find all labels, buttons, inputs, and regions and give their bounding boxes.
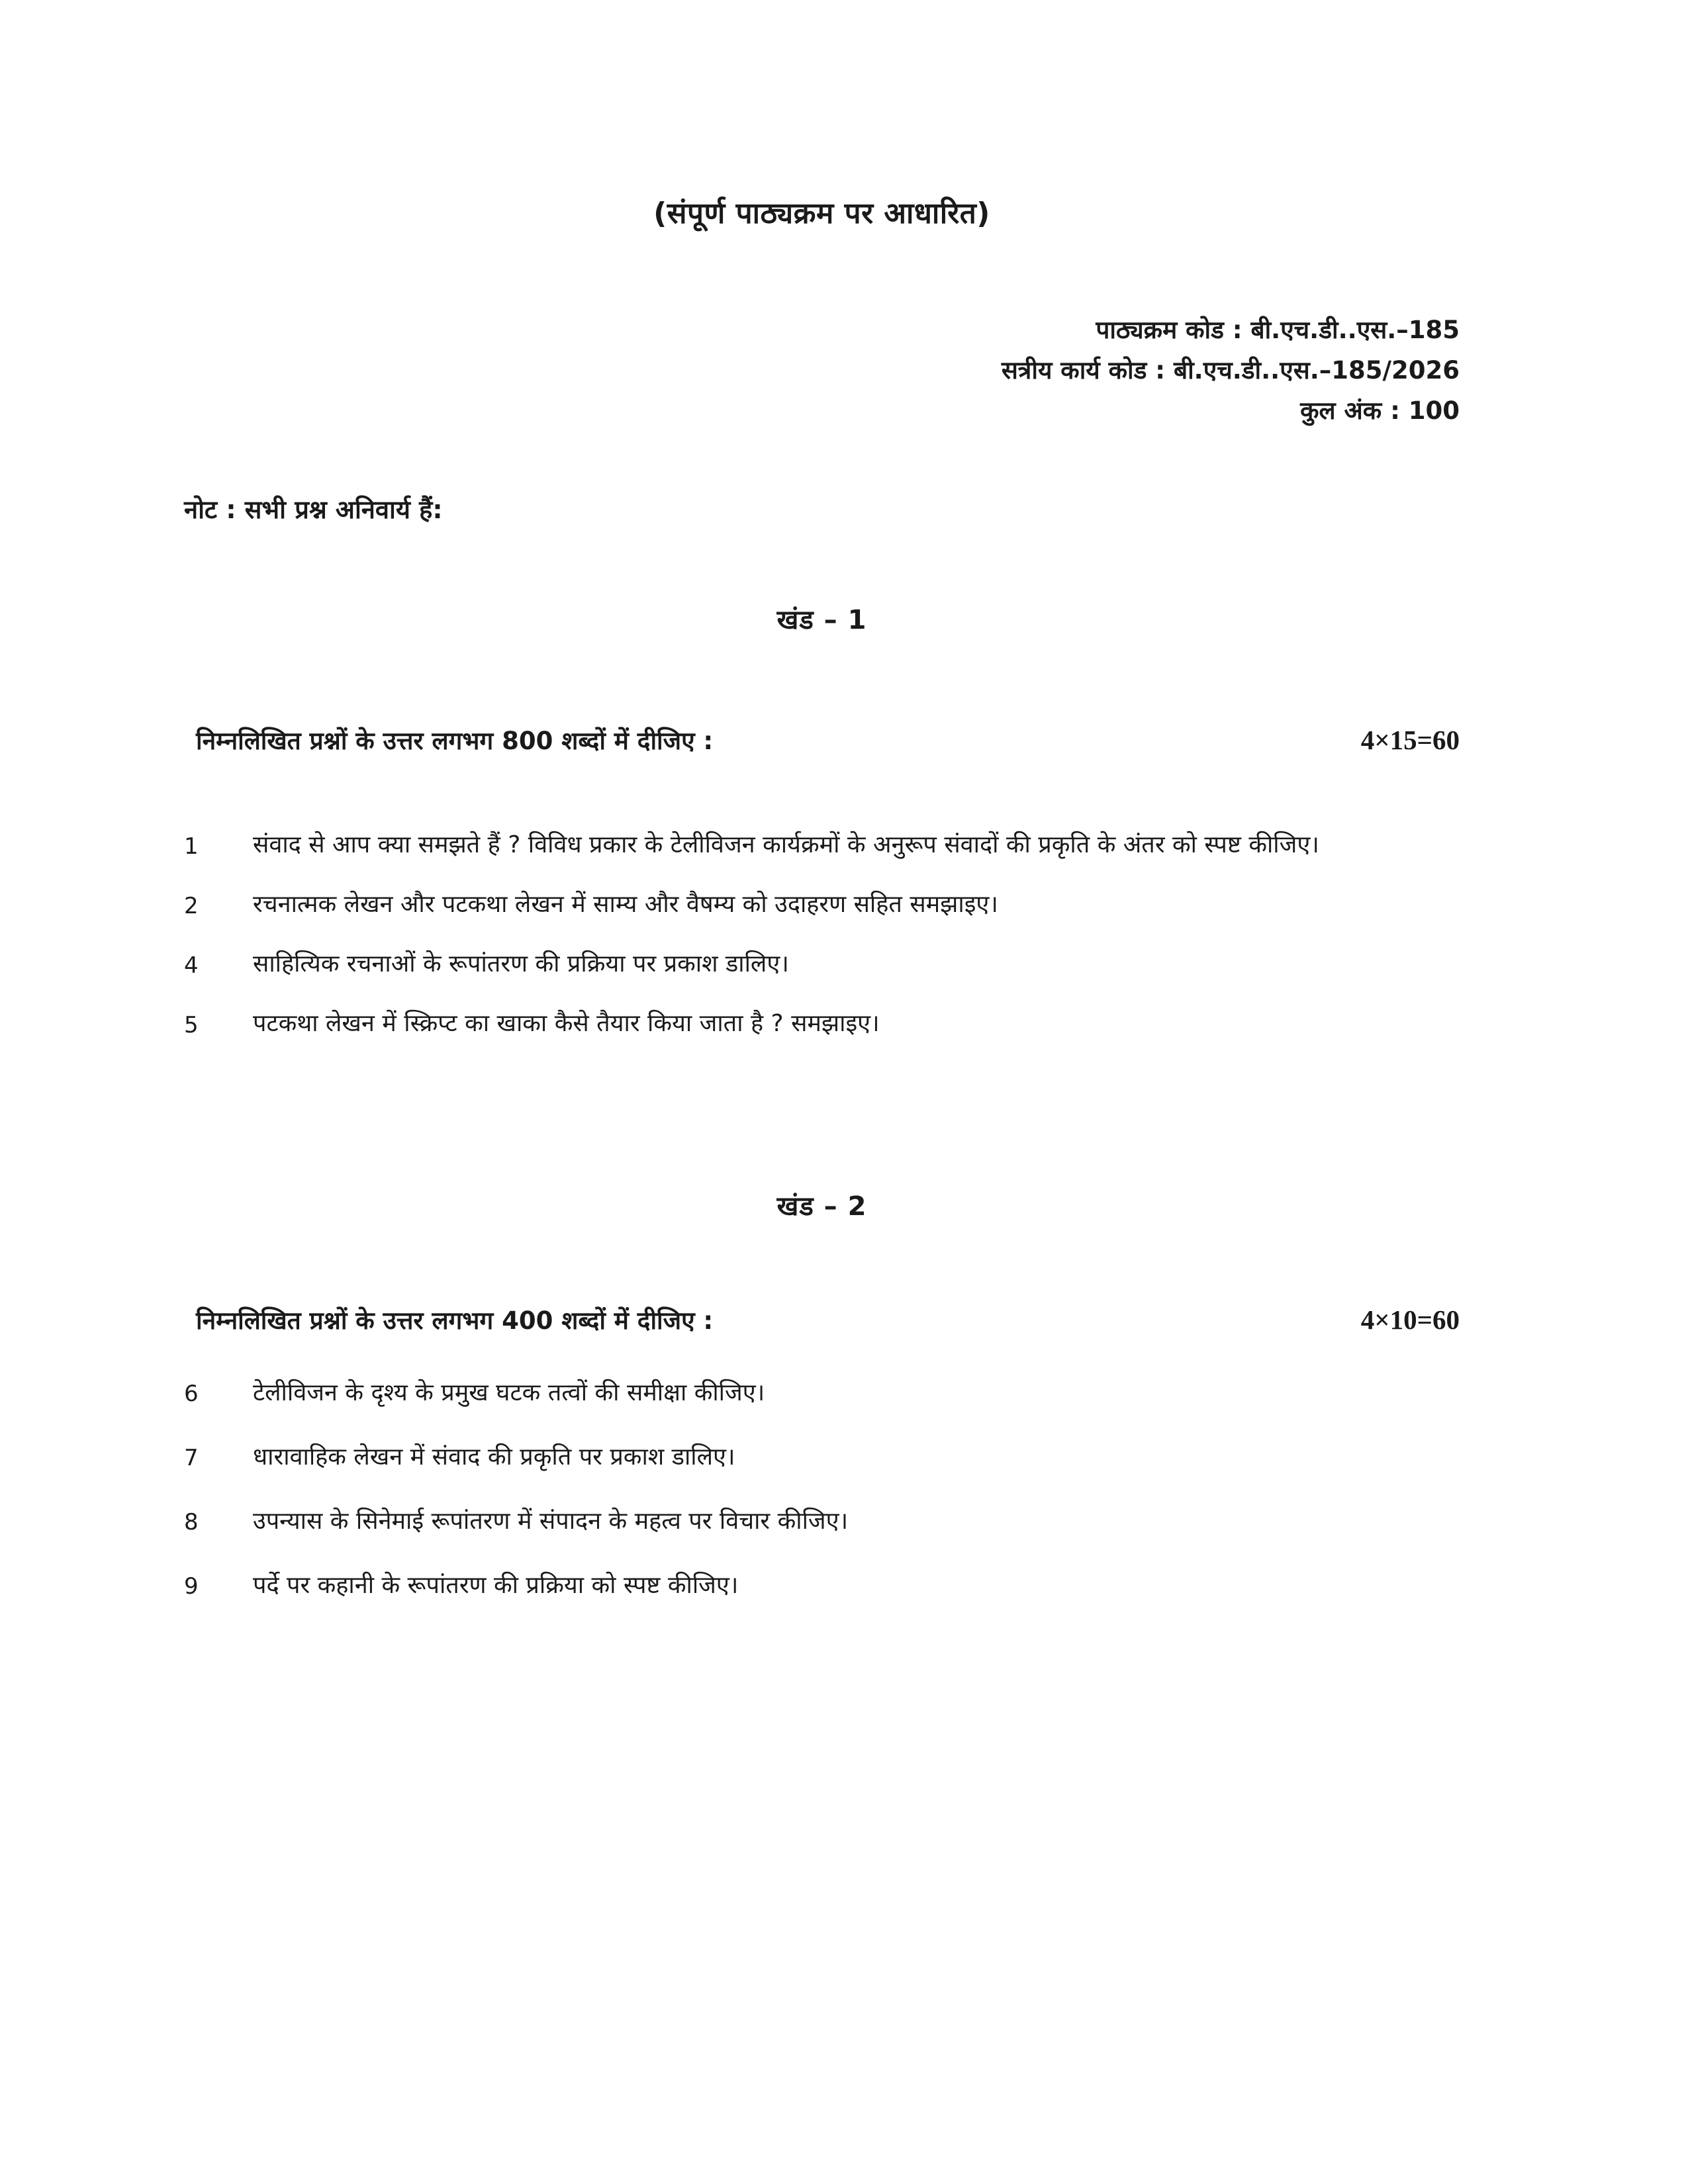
section-1-heading: खंड – 1 bbox=[776, 605, 867, 635]
question-number: 1 bbox=[184, 833, 199, 860]
question-text: रचनात्मक लेखन और पटकथा लेखन में साम्य और वैषम्य को उदाहरण सहित समझाइए। bbox=[253, 891, 998, 918]
question-text: उपन्यास के सिनेमाई रूपांतरण में संपादन के महत्व पर विचार कीजिए। bbox=[253, 1508, 849, 1535]
section-2-heading: खंड – 2 bbox=[776, 1191, 867, 1222]
note-line: नोट : सभी प्रश्न अनिवार्य हैं: bbox=[184, 495, 443, 524]
section-2 bbox=[184, 1187, 1460, 1618]
section-2-question-list bbox=[184, 1361, 1460, 1618]
question-row bbox=[184, 1554, 1460, 1618]
question-row bbox=[184, 816, 1460, 876]
question-row bbox=[184, 1361, 1460, 1426]
question-row bbox=[184, 1490, 1460, 1554]
question-text: धारावाहिक लेखन में संवाद की प्रकृति पर प्रकाश डालिए। bbox=[253, 1443, 735, 1471]
question-number: 4 bbox=[184, 952, 199, 979]
question-row bbox=[184, 935, 1460, 995]
section-2-instruction: निम्नलिखित प्रश्नों के उत्तर लगभग 400 शब्दों में दीजिए : bbox=[196, 1306, 714, 1335]
section-2-instruction-row bbox=[184, 1302, 1460, 1336]
total-marks-line: कुल अंक : 100 bbox=[1300, 396, 1460, 425]
section-1 bbox=[184, 600, 1460, 1054]
question-row bbox=[184, 876, 1460, 935]
section-1-instruction: निम्नलिखित प्रश्नों के उत्तर लगभग 800 शब्दों में दीजिए : bbox=[196, 727, 714, 755]
question-text: संवाद से आप क्या समझते हैं ? विविध प्रकार के टेलीविजन कार्यक्रमों के अनुरूप संवादों की प्रकृति के अंतर को स्पष्ट कीजिए। bbox=[253, 831, 1319, 858]
question-text: पटकथा लेखन में स्क्रिप्ट का खाका कैसे तैयार किया जाता है ? समझाइए। bbox=[253, 1010, 880, 1037]
question-row bbox=[184, 1426, 1460, 1490]
header-codes-block bbox=[184, 310, 1460, 431]
section-2-marks: 4×10=60 bbox=[1360, 1304, 1460, 1335]
question-number: 9 bbox=[184, 1573, 199, 1600]
question-text: टेलीविजन के दृश्य के प्रमुख घटक तत्वों की समीक्षा कीजिए। bbox=[253, 1379, 765, 1406]
question-text: साहित्यिक रचनाओं के रूपांतरण की प्रक्रिया पर प्रकाश डालिए। bbox=[253, 950, 789, 978]
section-1-instruction-row bbox=[184, 723, 1460, 756]
question-number: 2 bbox=[184, 893, 199, 919]
section-1-question-list bbox=[184, 816, 1460, 1054]
question-row bbox=[184, 995, 1460, 1054]
question-number: 6 bbox=[184, 1381, 199, 1407]
course-code-line: पाठ्यक्रम कोड : बी.एच.डी..एस.–185 bbox=[1096, 316, 1460, 344]
assignment-code-line: सत्रीय कार्य कोड : बी.एच.डी..एस.–185/2026 bbox=[1001, 356, 1460, 385]
question-text: पर्दे पर कहानी के रूपांतरण की प्रक्रिया को स्पष्ट कीजिए। bbox=[253, 1572, 739, 1599]
question-number: 5 bbox=[184, 1012, 199, 1038]
question-number: 8 bbox=[184, 1509, 199, 1535]
section-1-marks: 4×15=60 bbox=[1360, 725, 1460, 755]
page-title: (संपूर्ण पाठ्यक्रम पर आधारित) bbox=[653, 197, 990, 230]
question-number: 7 bbox=[184, 1445, 199, 1471]
